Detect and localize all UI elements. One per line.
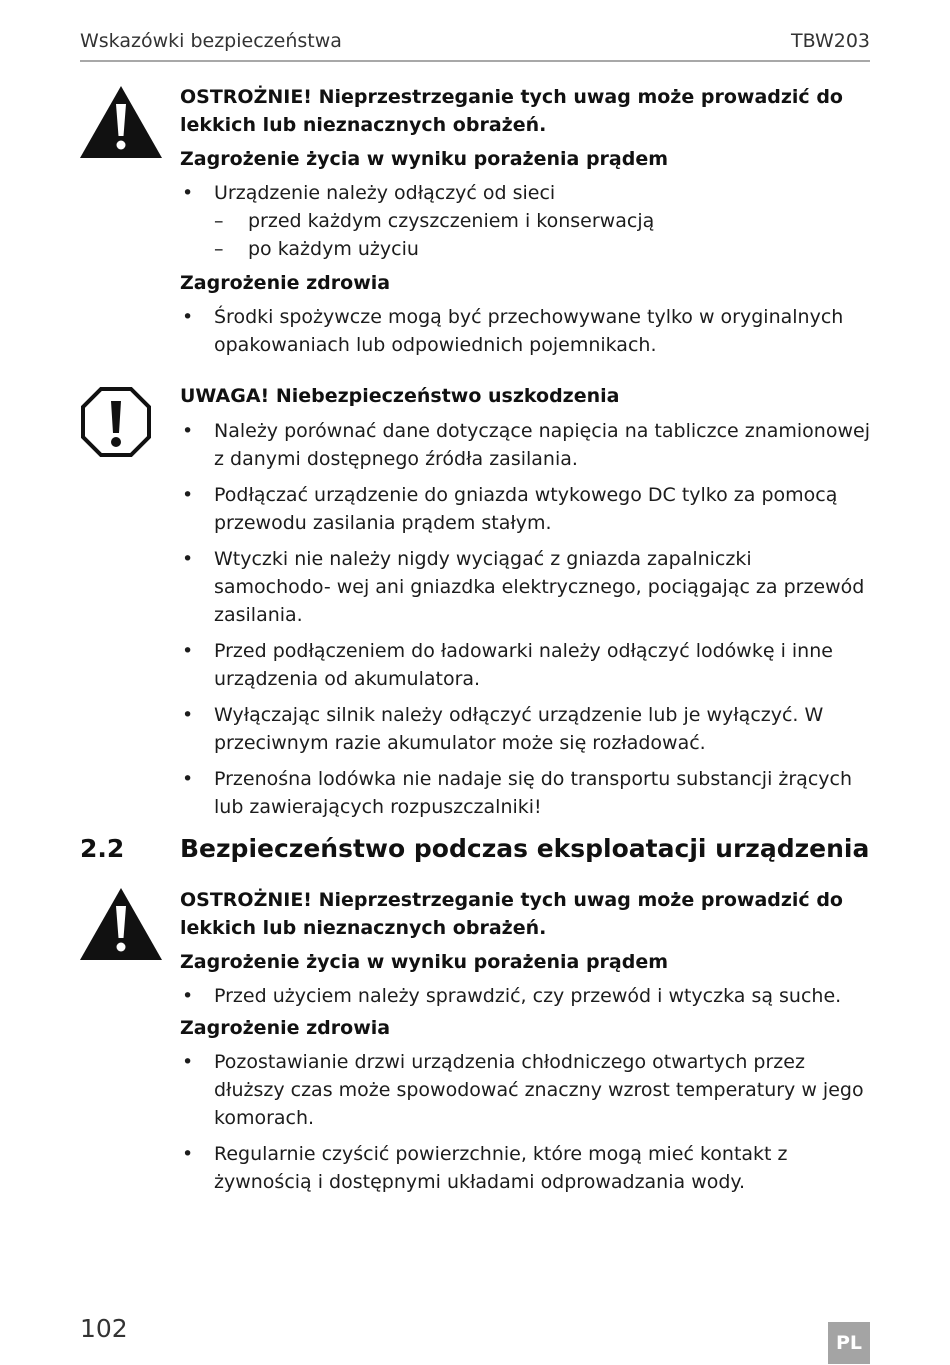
list-item: • Regularnie czyścić powierzchnie, które mogą mieć kontakt z żywnością i dostępnymi układami odprowadzania wody. bbox=[180, 1140, 872, 1196]
subheading-electric-shock: Zagrożenie życia w wyniku porażenia prądem bbox=[180, 951, 669, 973]
section-title: Bezpieczeństwo podczas eksploatacji urządzenia bbox=[180, 834, 870, 863]
list-item: • Przed użyciem należy sprawdzić, czy przewód i wtyczka są suche. bbox=[180, 982, 872, 1010]
subheading-electric-shock: Zagrożenie życia w wyniku porażenia prądem bbox=[180, 148, 669, 170]
list-item: • Środki spożywcze mogą być przechowywane tylko w oryginalnych opakowaniach lub odpowiednich pojemnikach. bbox=[180, 303, 872, 359]
dash-item: – po każdym użyciu bbox=[214, 235, 872, 263]
subheading-health: Zagrożenie zdrowia bbox=[180, 1017, 391, 1039]
dash-item: – przed każdym czyszczeniem i konserwacją bbox=[214, 207, 872, 235]
language-badge: PL bbox=[828, 1322, 870, 1364]
list-item: • Przed podłączeniem do ładowarki należy odłączyć lodówkę i inne urządzenia od akumulatora. bbox=[180, 637, 872, 693]
caution-block-2 bbox=[180, 886, 872, 1204]
page-number: 102 bbox=[80, 1314, 128, 1343]
caution-block-1 bbox=[180, 83, 872, 367]
section-number: 2.2 bbox=[80, 834, 125, 863]
dash-list bbox=[214, 207, 872, 263]
list-item: • Wyłączając silnik należy odłączyć urządzenie lub je wyłączyć. W przeciwnym razie akumulator może się rozładować. bbox=[180, 701, 872, 757]
octagon-exclamation-icon bbox=[80, 386, 152, 462]
subheading-health: Zagrożenie zdrowia bbox=[180, 272, 391, 294]
bullet-list bbox=[180, 303, 872, 359]
list-item-text: Urządzenie należy odłączyć od sieci bbox=[214, 182, 556, 204]
list-item bbox=[180, 179, 872, 263]
caution-heading: OSTROŻNIE! Nieprzestrzeganie tych uwag może prowadzić do lekkich lub nieznacznych obrażeń. bbox=[180, 889, 843, 939]
page-header bbox=[80, 28, 870, 62]
bullet-list bbox=[180, 982, 872, 1010]
bullet-list bbox=[180, 179, 872, 263]
list-item: • Podłączać urządzenie do gniazda wtykowego DC tylko za pomocą przewodu zasilania prądem stałym. bbox=[180, 481, 872, 537]
list-item: • Pozostawianie drzwi urządzenia chłodniczego otwartych przez dłuższy czas może spowodować znaczny wzrost temperatury w jego komorach. bbox=[180, 1048, 872, 1132]
header-model-number: TBW203 bbox=[790, 30, 870, 52]
bullet-list bbox=[180, 1048, 872, 1196]
list-item: • Przenośna lodówka nie nadaje się do transportu substancji żrących lub zawierających rozpuszczalniki! bbox=[180, 765, 872, 821]
notice-heading: UWAGA! Niebezpieczeństwo uszkodzenia bbox=[180, 385, 620, 407]
warning-triangle-icon bbox=[80, 86, 162, 162]
notice-block bbox=[180, 382, 872, 829]
list-item: • Należy porównać dane dotyczące napięcia na tabliczce znamionowej z danymi dostępnego źródła zasilania. bbox=[180, 417, 872, 473]
warning-triangle-icon bbox=[80, 888, 162, 964]
header-chapter-title: Wskazówki bezpieczeństwa bbox=[80, 30, 342, 52]
bullet-list bbox=[180, 417, 872, 821]
list-item: • Wtyczki nie należy nigdy wyciągać z gniazda zapalniczki samochodo- wej ani gniazdka elektrycznego, pociągając za przewód zasilania. bbox=[180, 545, 872, 629]
caution-heading: OSTROŻNIE! Nieprzestrzeganie tych uwag może prowadzić do lekkich lub nieznacznych obrażeń. bbox=[180, 86, 843, 136]
